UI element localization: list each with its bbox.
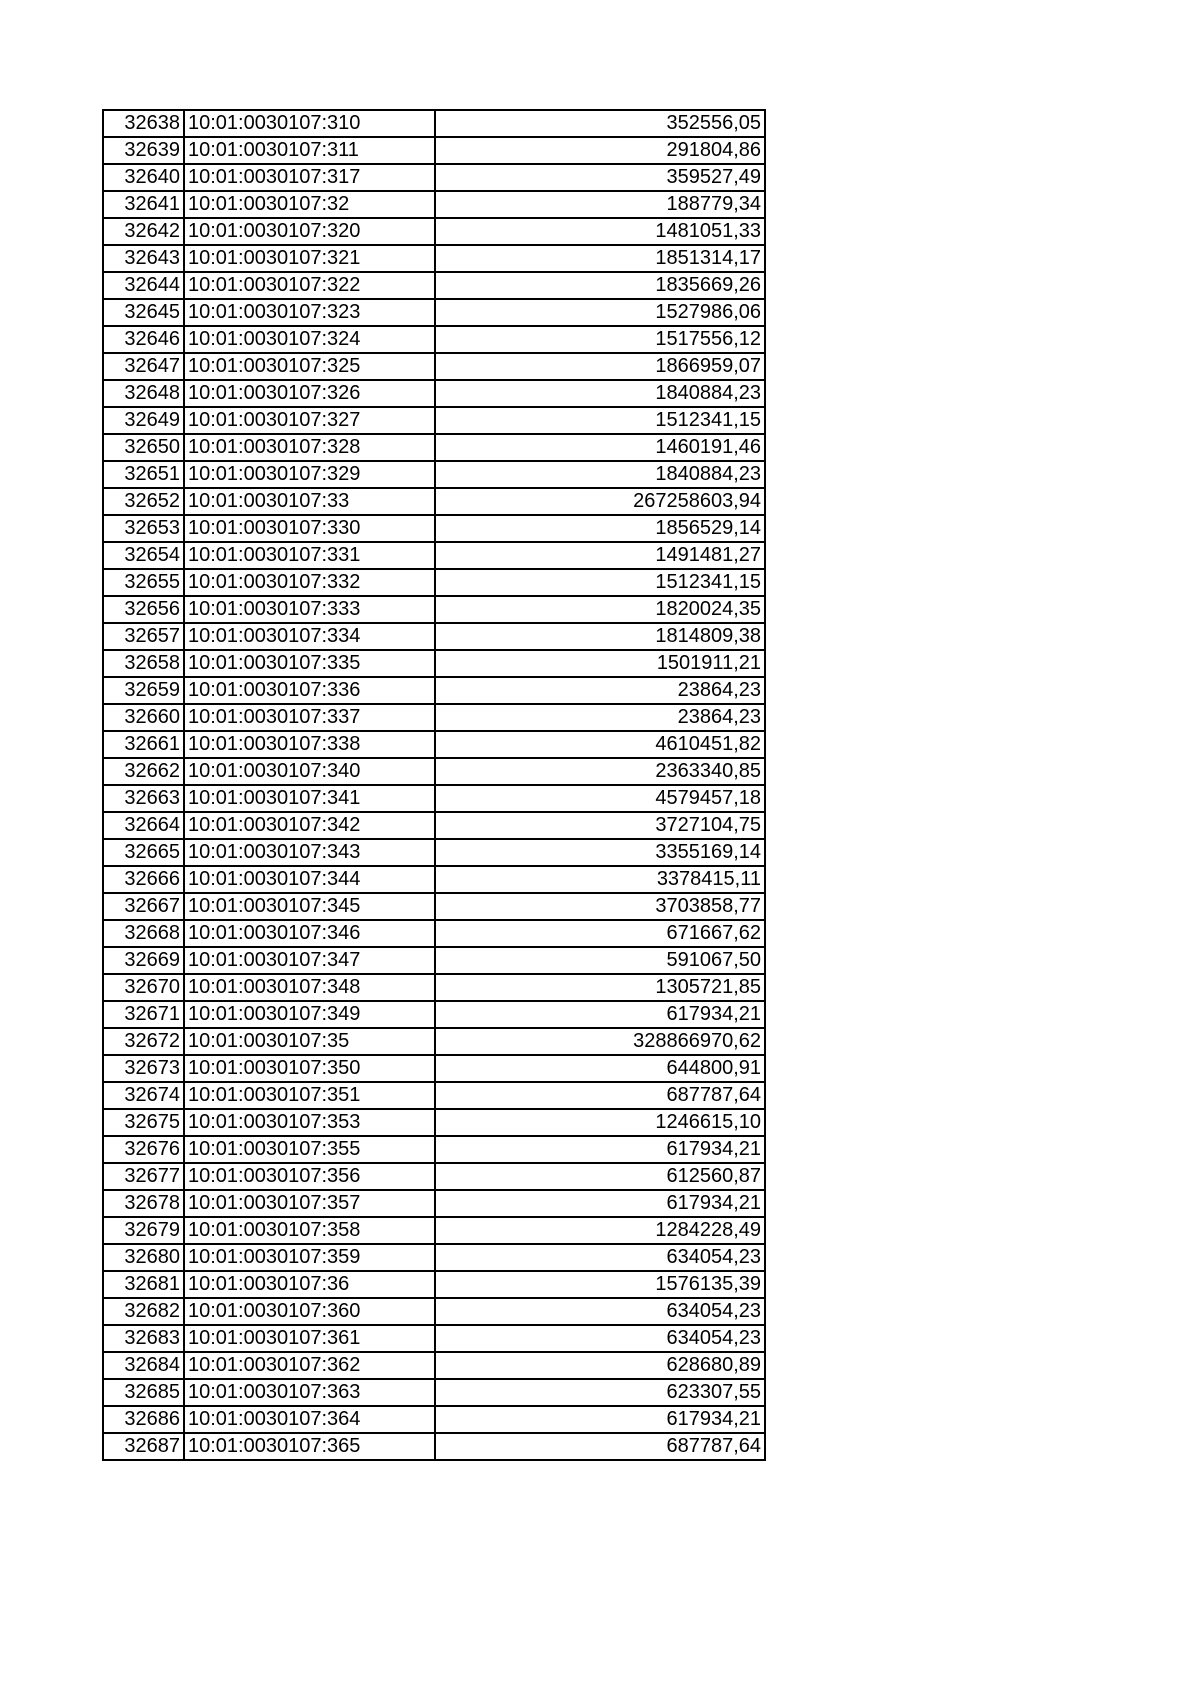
table-row xyxy=(103,677,765,704)
row-number-cell: 32679 xyxy=(103,1217,184,1244)
cadastral-number-cell: 10:01:0030107:334 xyxy=(184,623,435,650)
row-number-cell: 32687 xyxy=(103,1433,184,1460)
value-cell: 23864,23 xyxy=(435,677,765,704)
row-number-cell: 32661 xyxy=(103,731,184,758)
value-cell: 1820024,35 xyxy=(435,596,765,623)
row-number-cell: 32673 xyxy=(103,1055,184,1082)
value-cell: 291804,86 xyxy=(435,137,765,164)
table-row xyxy=(103,1001,765,1028)
table-row xyxy=(103,1298,765,1325)
value-cell: 612560,87 xyxy=(435,1163,765,1190)
row-number-cell: 32653 xyxy=(103,515,184,542)
cadastral-number-cell: 10:01:0030107:321 xyxy=(184,245,435,272)
row-number-cell: 32663 xyxy=(103,785,184,812)
value-cell: 1835669,26 xyxy=(435,272,765,299)
cadastral-number-cell: 10:01:0030107:345 xyxy=(184,893,435,920)
table-row xyxy=(103,1379,765,1406)
table-row xyxy=(103,731,765,758)
table-row xyxy=(103,1244,765,1271)
value-cell: 634054,23 xyxy=(435,1244,765,1271)
row-number-cell: 32650 xyxy=(103,434,184,461)
cadastral-number-cell: 10:01:0030107:357 xyxy=(184,1190,435,1217)
value-cell: 687787,64 xyxy=(435,1082,765,1109)
value-cell: 1305721,85 xyxy=(435,974,765,1001)
table-row xyxy=(103,758,765,785)
table-row xyxy=(103,1325,765,1352)
table-row xyxy=(103,110,765,137)
row-number-cell: 32676 xyxy=(103,1136,184,1163)
table-row xyxy=(103,1109,765,1136)
row-number-cell: 32683 xyxy=(103,1325,184,1352)
cadastral-number-cell: 10:01:0030107:359 xyxy=(184,1244,435,1271)
cadastral-number-cell: 10:01:0030107:341 xyxy=(184,785,435,812)
table-row xyxy=(103,893,765,920)
value-cell: 591067,50 xyxy=(435,947,765,974)
table-row xyxy=(103,164,765,191)
value-cell: 1517556,12 xyxy=(435,326,765,353)
row-number-cell: 32658 xyxy=(103,650,184,677)
table-row xyxy=(103,623,765,650)
value-cell: 617934,21 xyxy=(435,1190,765,1217)
cadastral-number-cell: 10:01:0030107:337 xyxy=(184,704,435,731)
value-cell: 634054,23 xyxy=(435,1298,765,1325)
cadastral-number-cell: 10:01:0030107:311 xyxy=(184,137,435,164)
table-row xyxy=(103,974,765,1001)
cadastral-number-cell: 10:01:0030107:343 xyxy=(184,839,435,866)
cadastral-number-cell: 10:01:0030107:348 xyxy=(184,974,435,1001)
row-number-cell: 32680 xyxy=(103,1244,184,1271)
row-number-cell: 32684 xyxy=(103,1352,184,1379)
value-cell: 687787,64 xyxy=(435,1433,765,1460)
table-row xyxy=(103,1028,765,1055)
cadastral-number-cell: 10:01:0030107:342 xyxy=(184,812,435,839)
cadastral-number-cell: 10:01:0030107:362 xyxy=(184,1352,435,1379)
table-row xyxy=(103,542,765,569)
value-cell: 671667,62 xyxy=(435,920,765,947)
cadastral-number-cell: 10:01:0030107:32 xyxy=(184,191,435,218)
value-cell: 4610451,82 xyxy=(435,731,765,758)
table-row xyxy=(103,650,765,677)
row-number-cell: 32644 xyxy=(103,272,184,299)
value-cell: 1576135,39 xyxy=(435,1271,765,1298)
value-cell: 4579457,18 xyxy=(435,785,765,812)
value-cell: 1481051,33 xyxy=(435,218,765,245)
cadastral-number-cell: 10:01:0030107:326 xyxy=(184,380,435,407)
cadastral-number-cell: 10:01:0030107:340 xyxy=(184,758,435,785)
cadastre-table xyxy=(102,109,766,1461)
table-row xyxy=(103,704,765,731)
cadastral-number-cell: 10:01:0030107:364 xyxy=(184,1406,435,1433)
cadastral-number-cell: 10:01:0030107:349 xyxy=(184,1001,435,1028)
value-cell: 1491481,27 xyxy=(435,542,765,569)
cadastral-number-cell: 10:01:0030107:332 xyxy=(184,569,435,596)
value-cell: 644800,91 xyxy=(435,1055,765,1082)
table-row xyxy=(103,299,765,326)
row-number-cell: 32675 xyxy=(103,1109,184,1136)
value-cell: 623307,55 xyxy=(435,1379,765,1406)
table-row xyxy=(103,1217,765,1244)
cadastral-number-cell: 10:01:0030107:350 xyxy=(184,1055,435,1082)
value-cell: 634054,23 xyxy=(435,1325,765,1352)
value-cell: 1527986,06 xyxy=(435,299,765,326)
value-cell: 617934,21 xyxy=(435,1136,765,1163)
value-cell: 328866970,62 xyxy=(435,1028,765,1055)
value-cell: 1856529,14 xyxy=(435,515,765,542)
cadastral-number-cell: 10:01:0030107:322 xyxy=(184,272,435,299)
cadastral-number-cell: 10:01:0030107:333 xyxy=(184,596,435,623)
cadastral-number-cell: 10:01:0030107:360 xyxy=(184,1298,435,1325)
row-number-cell: 32685 xyxy=(103,1379,184,1406)
value-cell: 3378415,11 xyxy=(435,866,765,893)
table-row xyxy=(103,1190,765,1217)
row-number-cell: 32682 xyxy=(103,1298,184,1325)
cadastral-number-cell: 10:01:0030107:347 xyxy=(184,947,435,974)
row-number-cell: 32665 xyxy=(103,839,184,866)
row-number-cell: 32654 xyxy=(103,542,184,569)
row-number-cell: 32686 xyxy=(103,1406,184,1433)
table-row xyxy=(103,1163,765,1190)
row-number-cell: 32639 xyxy=(103,137,184,164)
value-cell: 1284228,49 xyxy=(435,1217,765,1244)
cadastral-number-cell: 10:01:0030107:355 xyxy=(184,1136,435,1163)
row-number-cell: 32681 xyxy=(103,1271,184,1298)
cadastral-number-cell: 10:01:0030107:325 xyxy=(184,353,435,380)
row-number-cell: 32656 xyxy=(103,596,184,623)
row-number-cell: 32648 xyxy=(103,380,184,407)
cadastral-number-cell: 10:01:0030107:335 xyxy=(184,650,435,677)
value-cell: 267258603,94 xyxy=(435,488,765,515)
cadastral-number-cell: 10:01:0030107:338 xyxy=(184,731,435,758)
table-row xyxy=(103,1433,765,1460)
cadastral-number-cell: 10:01:0030107:331 xyxy=(184,542,435,569)
value-cell: 1512341,15 xyxy=(435,407,765,434)
row-number-cell: 32638 xyxy=(103,110,184,137)
table-row xyxy=(103,515,765,542)
row-number-cell: 32646 xyxy=(103,326,184,353)
value-cell: 188779,34 xyxy=(435,191,765,218)
table-row xyxy=(103,353,765,380)
cadastral-number-cell: 10:01:0030107:320 xyxy=(184,218,435,245)
row-number-cell: 32643 xyxy=(103,245,184,272)
cadastral-number-cell: 10:01:0030107:323 xyxy=(184,299,435,326)
value-cell: 352556,05 xyxy=(435,110,765,137)
cadastral-number-cell: 10:01:0030107:356 xyxy=(184,1163,435,1190)
table-row xyxy=(103,434,765,461)
row-number-cell: 32651 xyxy=(103,461,184,488)
table-row xyxy=(103,488,765,515)
row-number-cell: 32659 xyxy=(103,677,184,704)
table-row xyxy=(103,380,765,407)
cadastral-number-cell: 10:01:0030107:329 xyxy=(184,461,435,488)
value-cell: 3727104,75 xyxy=(435,812,765,839)
cadastral-number-cell: 10:01:0030107:330 xyxy=(184,515,435,542)
row-number-cell: 32662 xyxy=(103,758,184,785)
row-number-cell: 32655 xyxy=(103,569,184,596)
value-cell: 1512341,15 xyxy=(435,569,765,596)
table-row xyxy=(103,461,765,488)
cadastral-number-cell: 10:01:0030107:346 xyxy=(184,920,435,947)
row-number-cell: 32670 xyxy=(103,974,184,1001)
value-cell: 23864,23 xyxy=(435,704,765,731)
value-cell: 1851314,17 xyxy=(435,245,765,272)
row-number-cell: 32677 xyxy=(103,1163,184,1190)
row-number-cell: 32645 xyxy=(103,299,184,326)
table-row xyxy=(103,191,765,218)
table-row xyxy=(103,272,765,299)
cadastral-number-cell: 10:01:0030107:336 xyxy=(184,677,435,704)
cadastral-number-cell: 10:01:0030107:365 xyxy=(184,1433,435,1460)
table-row xyxy=(103,1136,765,1163)
value-cell: 359527,49 xyxy=(435,164,765,191)
table-row xyxy=(103,920,765,947)
table-row xyxy=(103,407,765,434)
table-row xyxy=(103,1082,765,1109)
table-row xyxy=(103,1055,765,1082)
cadastral-number-cell: 10:01:0030107:36 xyxy=(184,1271,435,1298)
table-row xyxy=(103,839,765,866)
row-number-cell: 32674 xyxy=(103,1082,184,1109)
table-row xyxy=(103,1352,765,1379)
value-cell: 2363340,85 xyxy=(435,758,765,785)
value-cell: 1501911,21 xyxy=(435,650,765,677)
cadastral-number-cell: 10:01:0030107:324 xyxy=(184,326,435,353)
table-body xyxy=(103,110,765,1460)
value-cell: 1460191,46 xyxy=(435,434,765,461)
value-cell: 1866959,07 xyxy=(435,353,765,380)
value-cell: 628680,89 xyxy=(435,1352,765,1379)
row-number-cell: 32652 xyxy=(103,488,184,515)
value-cell: 3703858,77 xyxy=(435,893,765,920)
cadastral-number-cell: 10:01:0030107:317 xyxy=(184,164,435,191)
row-number-cell: 32669 xyxy=(103,947,184,974)
cadastral-number-cell: 10:01:0030107:33 xyxy=(184,488,435,515)
row-number-cell: 32649 xyxy=(103,407,184,434)
row-number-cell: 32642 xyxy=(103,218,184,245)
cadastral-number-cell: 10:01:0030107:361 xyxy=(184,1325,435,1352)
cadastral-number-cell: 10:01:0030107:353 xyxy=(184,1109,435,1136)
row-number-cell: 32640 xyxy=(103,164,184,191)
row-number-cell: 32667 xyxy=(103,893,184,920)
value-cell: 1246615,10 xyxy=(435,1109,765,1136)
table-row xyxy=(103,812,765,839)
row-number-cell: 32660 xyxy=(103,704,184,731)
row-number-cell: 32672 xyxy=(103,1028,184,1055)
value-cell: 1814809,38 xyxy=(435,623,765,650)
cadastral-number-cell: 10:01:0030107:358 xyxy=(184,1217,435,1244)
table-row xyxy=(103,866,765,893)
row-number-cell: 32678 xyxy=(103,1190,184,1217)
cadastral-number-cell: 10:01:0030107:351 xyxy=(184,1082,435,1109)
value-cell: 3355169,14 xyxy=(435,839,765,866)
row-number-cell: 32671 xyxy=(103,1001,184,1028)
table-row xyxy=(103,326,765,353)
cadastral-number-cell: 10:01:0030107:327 xyxy=(184,407,435,434)
table-row xyxy=(103,245,765,272)
value-cell: 1840884,23 xyxy=(435,461,765,488)
cadastral-number-cell: 10:01:0030107:363 xyxy=(184,1379,435,1406)
cadastral-number-cell: 10:01:0030107:35 xyxy=(184,1028,435,1055)
table-row xyxy=(103,1406,765,1433)
table-row xyxy=(103,596,765,623)
table-row xyxy=(103,947,765,974)
table-row xyxy=(103,1271,765,1298)
value-cell: 617934,21 xyxy=(435,1001,765,1028)
cadastral-number-cell: 10:01:0030107:328 xyxy=(184,434,435,461)
row-number-cell: 32641 xyxy=(103,191,184,218)
table-row xyxy=(103,218,765,245)
row-number-cell: 32664 xyxy=(103,812,184,839)
table-row xyxy=(103,785,765,812)
row-number-cell: 32647 xyxy=(103,353,184,380)
value-cell: 1840884,23 xyxy=(435,380,765,407)
value-cell: 617934,21 xyxy=(435,1406,765,1433)
row-number-cell: 32657 xyxy=(103,623,184,650)
row-number-cell: 32668 xyxy=(103,920,184,947)
table-row xyxy=(103,569,765,596)
cadastral-number-cell: 10:01:0030107:310 xyxy=(184,110,435,137)
row-number-cell: 32666 xyxy=(103,866,184,893)
table-row xyxy=(103,137,765,164)
cadastral-number-cell: 10:01:0030107:344 xyxy=(184,866,435,893)
